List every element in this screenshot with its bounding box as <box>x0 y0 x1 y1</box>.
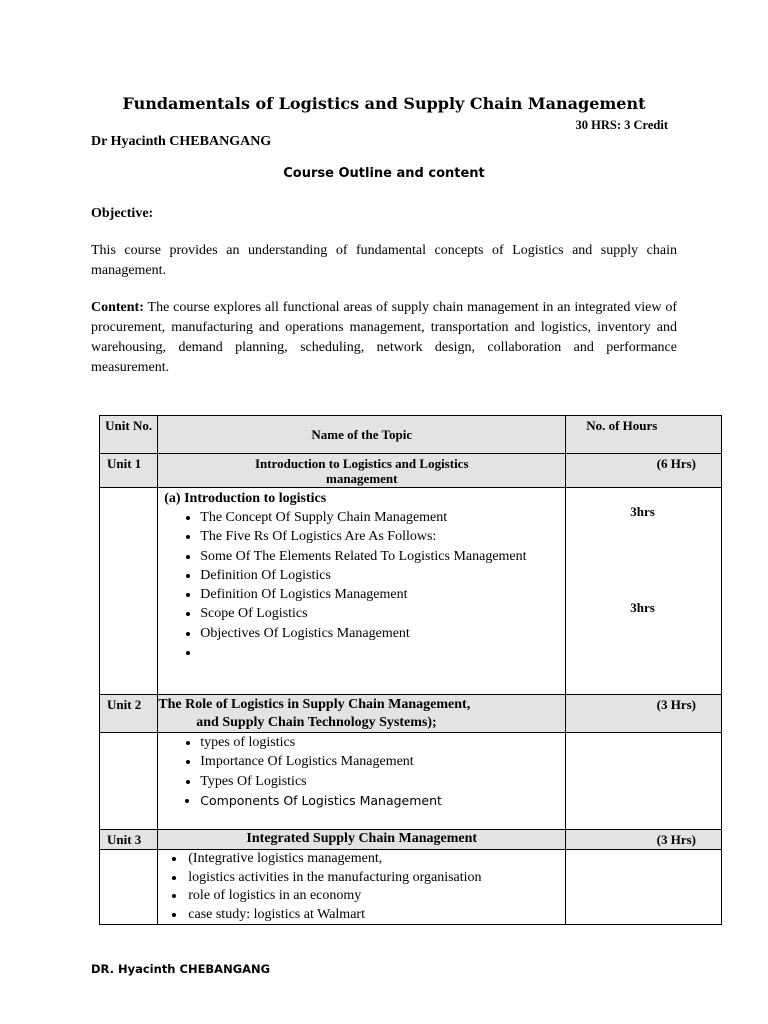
unit3-hours: (3 Hrs) <box>566 830 722 850</box>
unit1-topics-cell <box>158 488 566 695</box>
unit1-sub-heading: (a) Introduction to logistics <box>164 491 327 506</box>
unit3-empty-cell <box>100 850 158 925</box>
unit1-title-text: Introduction to Logistics and Logistics management <box>254 456 469 486</box>
list-item: • role of logistics in an economy <box>186 887 565 906</box>
unit2-title <box>158 695 566 733</box>
unit2-hours: (3 Hrs) <box>566 695 722 733</box>
document-title: Fundamentals of Logistics and Supply Chain Management <box>122 94 646 113</box>
list-item: • Definition Of Logistics <box>200 566 565 585</box>
objective-paragraph: This course provides an understanding of fundamental concepts of Logistics and supply chain management. <box>91 243 677 278</box>
unit1-content-row <box>100 488 722 695</box>
outline-heading: Course Outline and content <box>283 166 485 181</box>
unit1-row <box>100 454 722 488</box>
content-label: Content: <box>91 300 144 315</box>
unit3-content-row <box>100 850 722 925</box>
unit3-hours-cell <box>566 850 722 925</box>
author-name: Dr Hyacinth CHEBANGANG <box>91 134 272 149</box>
list-item: • Components Of Logistics Management <box>200 791 565 810</box>
unit2-topics-cell <box>158 733 566 830</box>
unit2-empty-cell <box>100 733 158 830</box>
list-item: • Objectives Of Logistics Management <box>200 624 565 643</box>
credit-info: 30 HRS: 3 Credit <box>575 118 668 132</box>
content-text: The course explores all functional areas of supply chain management in an integrated view of procurement, manufacturing and operations management, transportation and logistics, inventory and warehousing, demand planning, scheduling, network design, collaboration and performance measurement. <box>91 300 677 375</box>
unit1-hours-b: 3hrs <box>630 600 655 615</box>
list-item: • Scope Of Logistics <box>200 604 565 623</box>
unit1-label: Unit 1 <box>100 454 158 488</box>
unit3-title: Integrated Supply Chain Management <box>158 830 566 850</box>
unit3-label: Unit 3 <box>100 830 158 850</box>
unit2-content-row <box>100 733 722 830</box>
unit1-title <box>158 454 566 488</box>
list-item <box>200 643 565 662</box>
unit2-hours-cell <box>566 733 722 830</box>
unit1-hours: (6 Hrs) <box>566 454 722 488</box>
list-item: • (Integrative logistics management, <box>186 850 565 869</box>
unit2-topic-list <box>158 733 565 810</box>
unit2-label: Unit 2 <box>100 695 158 733</box>
unit3-row <box>100 830 722 850</box>
unit2-title-line1: The Role of Logistics in Supply Chain Management, <box>158 697 471 712</box>
table-header-row <box>100 416 722 454</box>
list-item: • types of logistics <box>200 733 565 752</box>
list-item: • The Concept Of Supply Chain Management <box>200 508 565 527</box>
header-hours: No. of Hours <box>566 416 722 454</box>
list-item: • Some Of The Elements Related To Logistics Management <box>200 547 565 566</box>
course-outline-table <box>99 415 722 925</box>
unit1-empty-cell <box>100 488 158 695</box>
list-item: • The Five Rs Of Logistics Are As Follows: <box>200 527 565 546</box>
header-topic: Name of the Topic <box>158 416 566 454</box>
list-item: • logistics activities in the manufacturing organisation <box>186 869 565 888</box>
unit3-topic-list <box>158 850 565 924</box>
page-footer: DR. Hyacinth CHEBANGANG <box>91 962 271 976</box>
list-item: • case study: logistics at Walmart <box>186 906 565 925</box>
unit2-title-line2: and Supply Chain Technology Systems); <box>196 715 437 730</box>
list-item: • Importance Of Logistics Management <box>200 752 565 771</box>
unit2-row <box>100 695 722 733</box>
unit1-hours-a: 3hrs <box>630 504 655 519</box>
list-item: • Types Of Logistics <box>200 772 565 791</box>
header-unit-no: Unit No. <box>100 416 158 454</box>
unit1-topic-list <box>158 508 565 662</box>
list-item: • Definition Of Logistics Management <box>200 585 565 604</box>
unit3-topics-cell <box>158 850 566 925</box>
unit1-hours-cell <box>566 488 722 695</box>
content-paragraph <box>91 298 677 378</box>
objective-label: Objective: <box>91 206 154 221</box>
